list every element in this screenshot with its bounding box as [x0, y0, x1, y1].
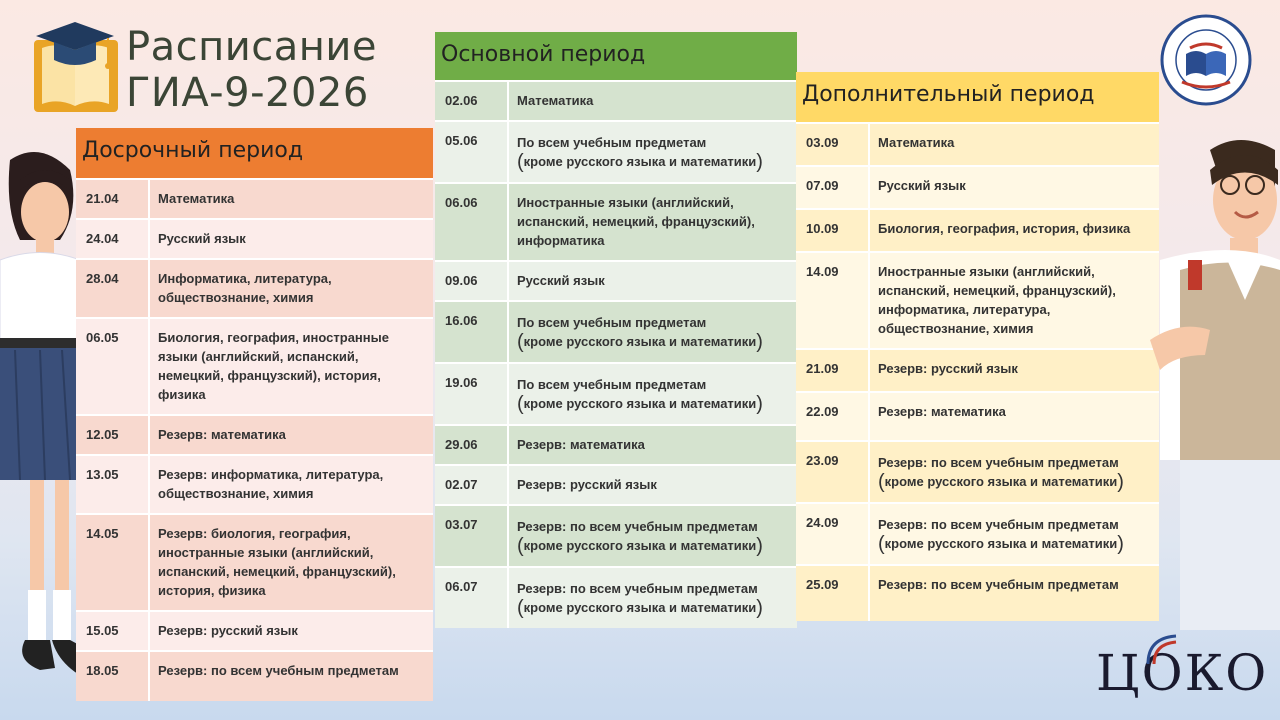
date-cell: 03.07	[435, 505, 508, 567]
boy-student-illustration	[1150, 130, 1280, 630]
note-text: кроме русского языка и математики	[523, 600, 757, 615]
ministry-emblem-icon	[1160, 14, 1252, 106]
subject-cell: Резерв: биология, география, иностранные языки (английский, испанский, немецкий, французский), история, физика	[149, 514, 433, 611]
subject-cell: Резерв: информатика, литература, обществознание, химия	[149, 455, 433, 514]
subject-note: (кроме русского языка и математики)	[878, 471, 1124, 493]
date-cell: 16.06	[435, 301, 508, 363]
subject-cell: Резерв: русский язык	[149, 611, 433, 651]
table-row	[76, 219, 433, 259]
table-row	[76, 455, 433, 514]
subject-text: Резерв: по всем учебным предметам	[517, 581, 758, 596]
note-text: кроме русского языка и математики	[523, 396, 757, 411]
table-row	[435, 505, 797, 567]
date-cell: 05.06	[435, 121, 508, 183]
note-text: кроме русского языка и математики	[523, 538, 757, 553]
note-text: кроме русского языка и математики	[884, 474, 1118, 489]
date-cell: 13.05	[76, 455, 149, 514]
note-text: кроме русского языка и математики	[523, 154, 757, 169]
main-period-header: Основной период	[435, 32, 797, 80]
date-cell: 02.06	[435, 81, 508, 121]
date-cell: 09.06	[435, 261, 508, 301]
date-cell: 10.09	[796, 209, 869, 252]
subject-note: (кроме русского языка и математики)	[878, 533, 1124, 555]
date-cell: 19.06	[435, 363, 508, 425]
date-cell: 18.05	[76, 651, 149, 701]
subject-cell: Биология, география, история, физика	[869, 209, 1159, 252]
date-cell: 12.05	[76, 415, 149, 455]
subject-cell: Резерв: по всем учебным предметам	[869, 565, 1159, 621]
table-row	[76, 318, 433, 415]
date-cell: 14.05	[76, 514, 149, 611]
subject-cell: Математика	[869, 123, 1159, 166]
date-cell: 14.09	[796, 252, 869, 349]
subject-cell	[869, 441, 1159, 503]
table-row	[76, 259, 433, 318]
date-cell: 24.09	[796, 503, 869, 565]
table-row	[796, 565, 1159, 621]
table-row	[435, 261, 797, 301]
subject-cell: Русский язык	[149, 219, 433, 259]
subject-cell: Информатика, литература, обществознание, химия	[149, 259, 433, 318]
table-row	[796, 123, 1159, 166]
subject-cell	[869, 503, 1159, 565]
date-cell: 06.05	[76, 318, 149, 415]
tsoko-logo	[1090, 630, 1270, 710]
subject-text: По всем учебным предметам	[517, 377, 707, 392]
subject-cell: Русский язык	[508, 261, 797, 301]
date-cell: 07.09	[796, 166, 869, 209]
table-row	[796, 503, 1159, 565]
title-line-2: ГИА-9-2026	[126, 70, 369, 116]
subject-text: Резерв: по всем учебным предметам	[878, 455, 1119, 470]
table-row	[796, 209, 1159, 252]
date-cell: 28.04	[76, 259, 149, 318]
date-cell: 21.04	[76, 179, 149, 219]
subject-note: (кроме русского языка и математики)	[517, 393, 763, 415]
subject-cell: Иностранные языки (английский, испанский, немецкий, французский), информатика, литература, обществознание, химия	[869, 252, 1159, 349]
table-row	[796, 349, 1159, 392]
early-period-header: Досрочный период	[76, 128, 433, 178]
table-row	[435, 301, 797, 363]
subject-cell	[508, 505, 797, 567]
subject-cell: Резерв: русский язык	[869, 349, 1159, 392]
date-cell: 23.09	[796, 441, 869, 503]
subject-cell: Резерв: математика	[149, 415, 433, 455]
table-row	[796, 441, 1159, 503]
logo-arc-icon	[1142, 630, 1182, 670]
table-row	[76, 651, 433, 701]
table-row	[76, 611, 433, 651]
table-row	[435, 567, 797, 628]
subject-cell: Русский язык	[869, 166, 1159, 209]
subject-cell: Резерв: математика	[508, 425, 797, 465]
date-cell: 22.09	[796, 392, 869, 441]
table-row	[796, 392, 1159, 441]
table-row	[796, 252, 1159, 349]
subject-cell: Резерв: по всем учебным предметам	[149, 651, 433, 701]
note-text: кроме русского языка и математики	[884, 536, 1118, 551]
subject-text: По всем учебным предметам	[517, 315, 707, 330]
table-row	[76, 179, 433, 219]
subject-note: (кроме русского языка и математики)	[517, 535, 763, 557]
table-row	[435, 183, 797, 261]
date-cell: 02.07	[435, 465, 508, 505]
table-row	[435, 465, 797, 505]
early-period-table	[76, 128, 433, 701]
subject-note: (кроме русского языка и математики)	[517, 151, 763, 173]
table-row	[435, 363, 797, 425]
date-cell: 21.09	[796, 349, 869, 392]
date-cell: 06.07	[435, 567, 508, 628]
title-block	[20, 12, 380, 122]
date-cell: 29.06	[435, 425, 508, 465]
graduation-cap-book-icon	[28, 16, 123, 116]
subject-cell: Иностранные языки (английский, испанский, немецкий, французский), информатика	[508, 183, 797, 261]
subject-note: (кроме русского языка и математики)	[517, 331, 763, 353]
date-cell: 25.09	[796, 565, 869, 621]
date-cell: 03.09	[796, 123, 869, 166]
table-row	[76, 514, 433, 611]
date-cell: 06.06	[435, 183, 508, 261]
subject-text: По всем учебным предметам	[517, 135, 707, 150]
subject-cell	[508, 301, 797, 363]
table-row	[435, 81, 797, 121]
subject-cell	[508, 121, 797, 183]
title-line-1: Расписание	[126, 24, 378, 70]
extra-period-header: Дополнительный период	[796, 72, 1159, 122]
subject-cell: Резерв: русский язык	[508, 465, 797, 505]
date-cell: 24.04	[76, 219, 149, 259]
tsoko-logo-text: ЦОКО	[1096, 644, 1269, 702]
subject-cell: Математика	[149, 179, 433, 219]
subject-cell	[508, 363, 797, 425]
subject-cell: Резерв: математика	[869, 392, 1159, 441]
table-row	[435, 121, 797, 183]
date-cell: 15.05	[76, 611, 149, 651]
extra-period-table	[796, 72, 1159, 621]
subject-note: (кроме русского языка и математики)	[517, 597, 763, 619]
table-row	[796, 166, 1159, 209]
table-row	[76, 415, 433, 455]
subject-text: Резерв: по всем учебным предметам	[517, 519, 758, 534]
note-text: кроме русского языка и математики	[523, 334, 757, 349]
subject-cell: Биология, география, иностранные языки (английский, испанский, немецкий, французский), история, физика	[149, 318, 433, 415]
table-row	[435, 425, 797, 465]
subject-text: Резерв: по всем учебным предметам	[878, 517, 1119, 532]
main-period-table	[435, 32, 797, 628]
subject-cell	[508, 567, 797, 628]
page-title	[126, 24, 377, 116]
subject-cell: Математика	[508, 81, 797, 121]
